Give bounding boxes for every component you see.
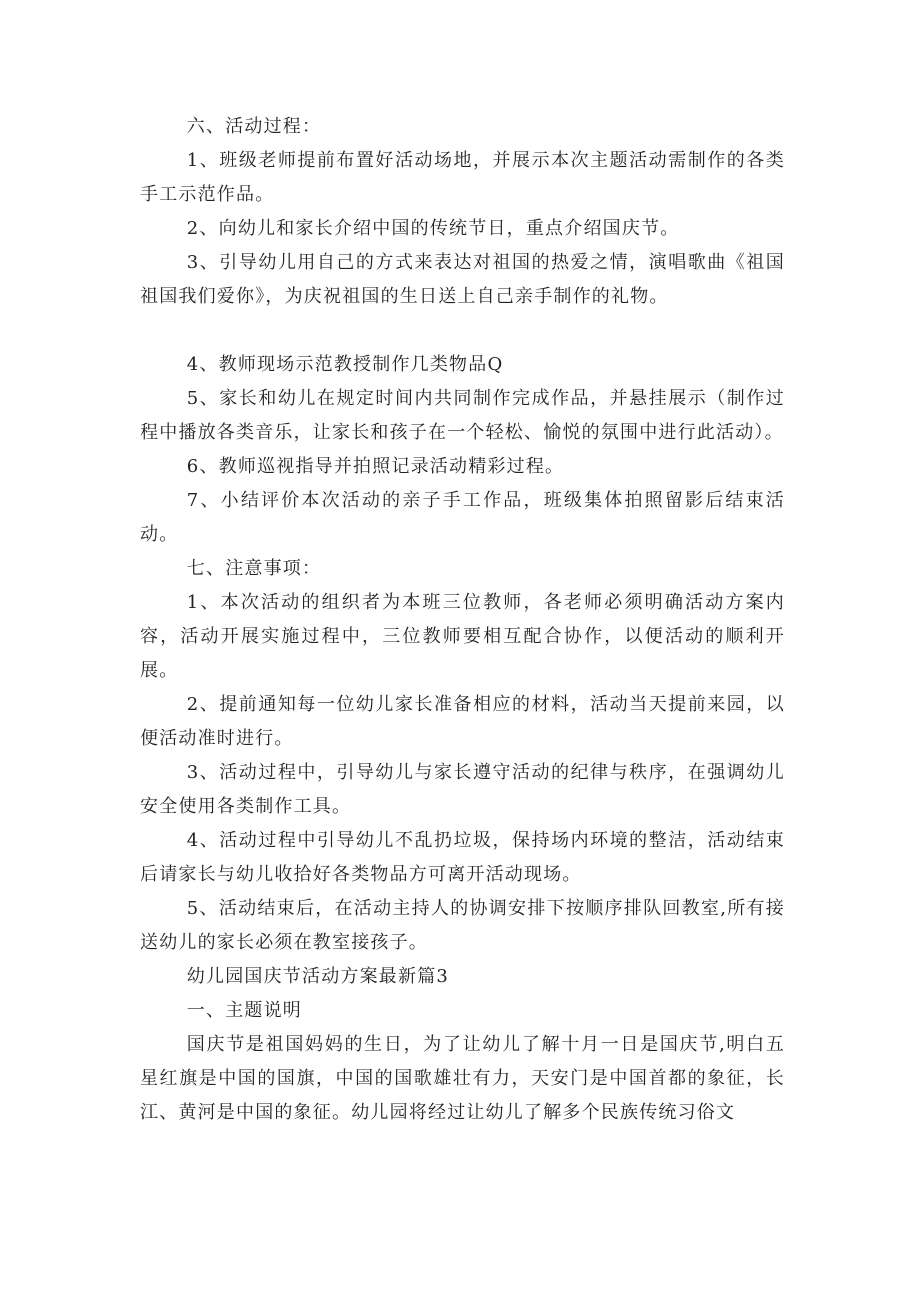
paragraph-step-6: 6、教师巡视指导并拍照记录活动精彩过程。: [186, 456, 565, 477]
document-section-title: 幼儿园国庆节活动方案最新篇3: [186, 966, 450, 987]
paragraph-note-4: 4、活动过程中引导幼儿不乱扔垃圾，保持场内环境的整洁，活动结束后请家长与幼儿收拾好各类物品方可离开活动现场。: [140, 830, 785, 885]
section-heading-theme: 一、主题说明: [186, 1000, 302, 1021]
paragraph-note-2: 2、提前通知每一位幼儿家长准备相应的材料，活动当天提前来园，以便活动准时进行。: [140, 694, 785, 749]
paragraph-note-5: 5、活动结束后，在活动主持人的协调安排下按顺序排队回教室,所有接送幼儿的家长必须在教室接孩子。: [140, 898, 785, 953]
section-heading-notes: 七、注意事项：: [186, 558, 322, 579]
paragraph-step-4: 4、教师现场示范教授制作几类物品Q: [186, 354, 504, 375]
paragraph-step-5: 5、家长和幼儿在规定时间内共同制作完成作品，并悬挂展示（制作过程中播放各类音乐，让家长和孩子在一个轻松、愉悦的氛围中进行此活动）。: [140, 388, 785, 443]
paragraph-step-2: 2、向幼儿和家长介绍中国的传统节日，重点介绍国庆节。: [186, 218, 680, 239]
paragraph-note-1: 1、本次活动的组织者为本班三位教师，各老师必须明确活动方案内容，活动开展实施过程中，三位教师要相互配合协作，以便活动的顺利开展。: [140, 592, 785, 681]
paragraph-note-3: 3、活动过程中，引导幼儿与家长遵守活动的纪律与秩序，在强调幼儿安全使用各类制作工具。: [140, 762, 785, 817]
document-body: [140, 110, 785, 1130]
paragraph-step-3: 3、引导幼儿用自己的方式来表达对祖国的热爱之情，演唱歌曲《祖国祖国我们爱你》，为庆祝祖国的生日送上自己亲手制作的礼物。: [140, 252, 785, 307]
paragraph-step-7: 7、小结评价本次活动的亲子手工作品，班级集体拍照留影后结束活动。: [140, 490, 785, 545]
paragraph-step-1: 1、班级老师提前布置好活动场地，并展示本次主题活动需制作的各类手工示范作品。: [140, 150, 785, 205]
paragraph-theme-description: 国庆节是祖国妈妈的生日，为了让幼儿了解十月一日是国庆节,明白五星红旗是中国的国旗，中国的国歌雄壮有力，天安门是中国首都的象征，长江、黄河是中国的象征。幼儿园将经过让幼儿了解多个民族传统习俗文: [140, 1034, 785, 1123]
section-heading-activity-process: 六、活动过程：: [186, 116, 322, 137]
